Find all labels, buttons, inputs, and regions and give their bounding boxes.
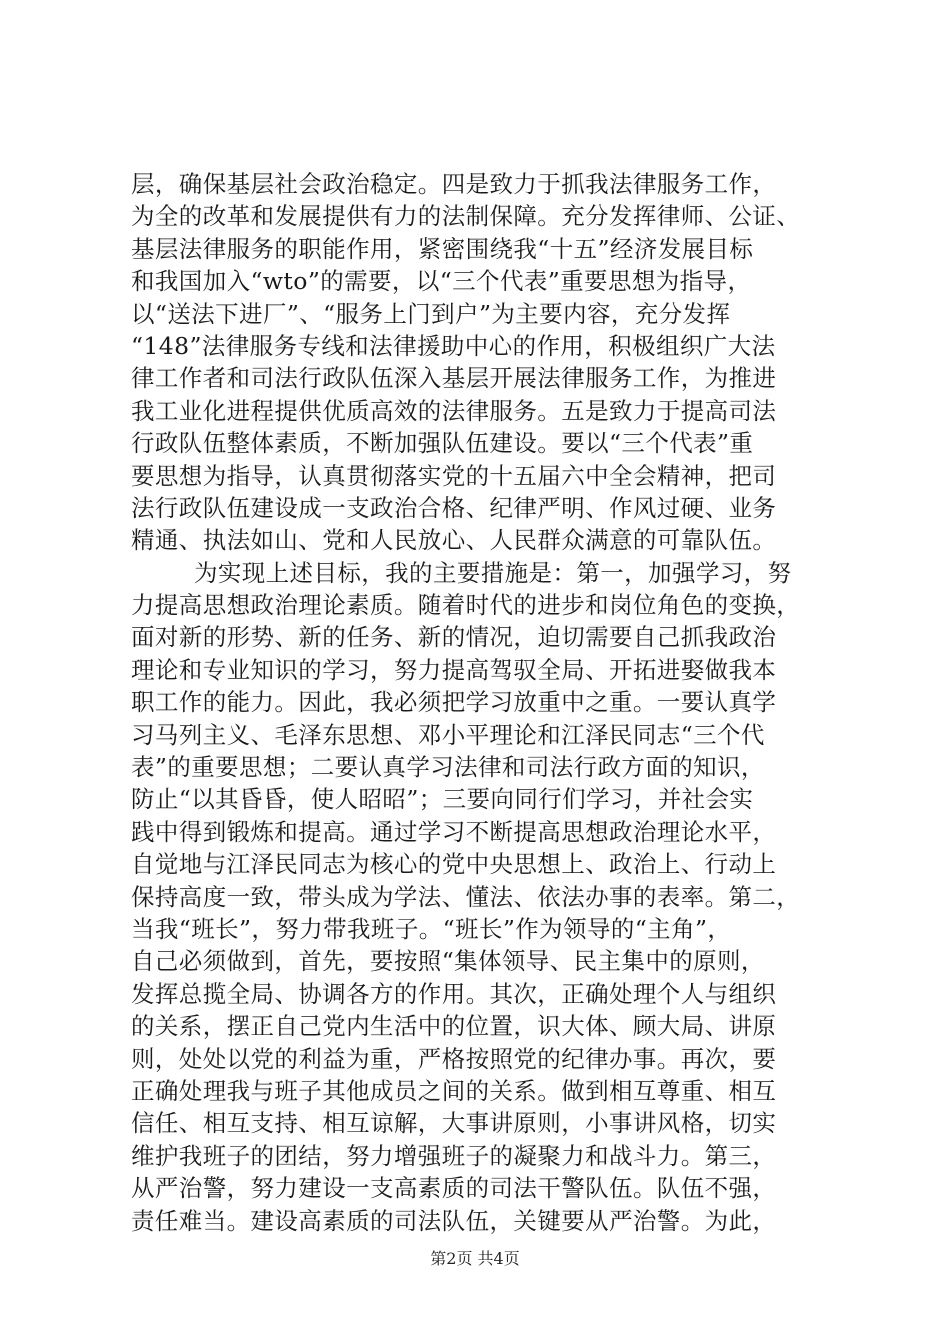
text-line: 我工业化进程提供优质高效的法律服务。五是致力于提高司法 <box>131 396 777 425</box>
text-line: 以“送法下进厂”、“服务上门到户”为主要内容，充分发挥 <box>131 299 731 328</box>
text-line: 为实现上述目标，我的主要措施是：第一，加强学习，努 <box>131 558 792 587</box>
text-line: 表”的重要思想；二要认真学习法律和司法行政方面的知识， <box>131 753 765 782</box>
page-footer: 第2页 共4页 <box>430 1249 520 1268</box>
text-line: 维护我班子的团结，努力增强班子的凝聚力和战斗力。第三， <box>131 1141 777 1170</box>
text-line: 力提高思想政治理论素质。随着时代的进步和岗位角色的变换， <box>131 591 801 620</box>
text-line: 习马列主义、毛泽东思想、邓小平理论和江泽民同志“三个代 <box>131 720 765 749</box>
text-line: 则，处处以党的利益为重，严格按照党的纪律办事。再次，要 <box>131 1044 777 1073</box>
text-line: 理论和专业知识的学习，努力提高驾驭全局、开拓进娶做我本 <box>131 655 777 684</box>
text-line: 和我国加入“wto”的需要，以“三个代表”重要思想为指导， <box>131 267 752 296</box>
text-line: “148”法律服务专线和法律援助中心的作用，积极组织广大法 <box>131 331 776 360</box>
text-line: 行政队伍整体素质，不断加强队伍建设。要以“三个代表”重 <box>131 429 754 458</box>
text-line: 保持高度一致，带头成为学法、懂法、依法办事的表率。第二， <box>131 882 801 911</box>
text-line: 的关系，摆正自己党内生活中的位置，识大体、顾大局、讲原 <box>131 1012 777 1041</box>
text-line: 精通、执法如山、党和人民放心、人民群众满意的可靠队伍。 <box>131 526 777 555</box>
text-line: 责任难当。建设高素质的司法队伍，关键要从严治警。为此， <box>131 1206 777 1235</box>
text-line: 从严治警，努力建设一支高素质的司法干警队伍。队伍不强， <box>131 1174 777 1203</box>
text-line: 律工作者和司法行政队伍深入基层开展法律服务工作，为推进 <box>131 364 777 393</box>
text-line: 面对新的形势、新的任务、新的情况，迫切需要自己抓我政治 <box>131 623 777 652</box>
text-line: 自己必须做到，首先，要按照“集体领导、民主集中的原则， <box>131 947 765 976</box>
text-line: 当我“班长”，努力带我班子。“班长”作为领导的“主角”， <box>131 914 732 943</box>
text-line: 自觉地与江泽民同志为核心的党中央思想上、政治上、行动上 <box>131 850 777 879</box>
document-body <box>131 168 831 1237</box>
text-line: 要思想为指导，认真贯彻落实党的十五届六中全会精神，把司 <box>131 461 777 490</box>
text-line: 为全的改革和发展提供有力的法制保障。充分发挥律师、公证、 <box>131 202 801 231</box>
text-line: 职工作的能力。因此，我必须把学习放重中之重。一要认真学 <box>131 688 777 717</box>
text-line: 信任、相互支持、相互谅解，大事讲原则，小事讲风格，切实 <box>131 1109 777 1138</box>
text-line: 法行政队伍建设成一支政治合格、纪律严明、作风过硬、业务 <box>131 493 777 522</box>
text-line: 发挥总揽全局、协调各方的作用。其次，正确处理个人与组织 <box>131 979 777 1008</box>
text-line: 层，确保基层社会政治稳定。四是致力于抓我法律服务工作， <box>131 170 777 198</box>
text-line: 基层法律服务的职能作用，紧密围绕我“十五”经济发展目标 <box>131 234 754 263</box>
text-line: 践中得到锻炼和提高。通过学习不断提高思想政治理论水平， <box>131 817 777 846</box>
text-line: 正确处理我与班子其他成员之间的关系。做到相互尊重、相互 <box>131 1076 777 1105</box>
text-line: 防止“以其昏昏，使人昭昭”；三要向同行们学习，并社会实 <box>131 785 754 814</box>
